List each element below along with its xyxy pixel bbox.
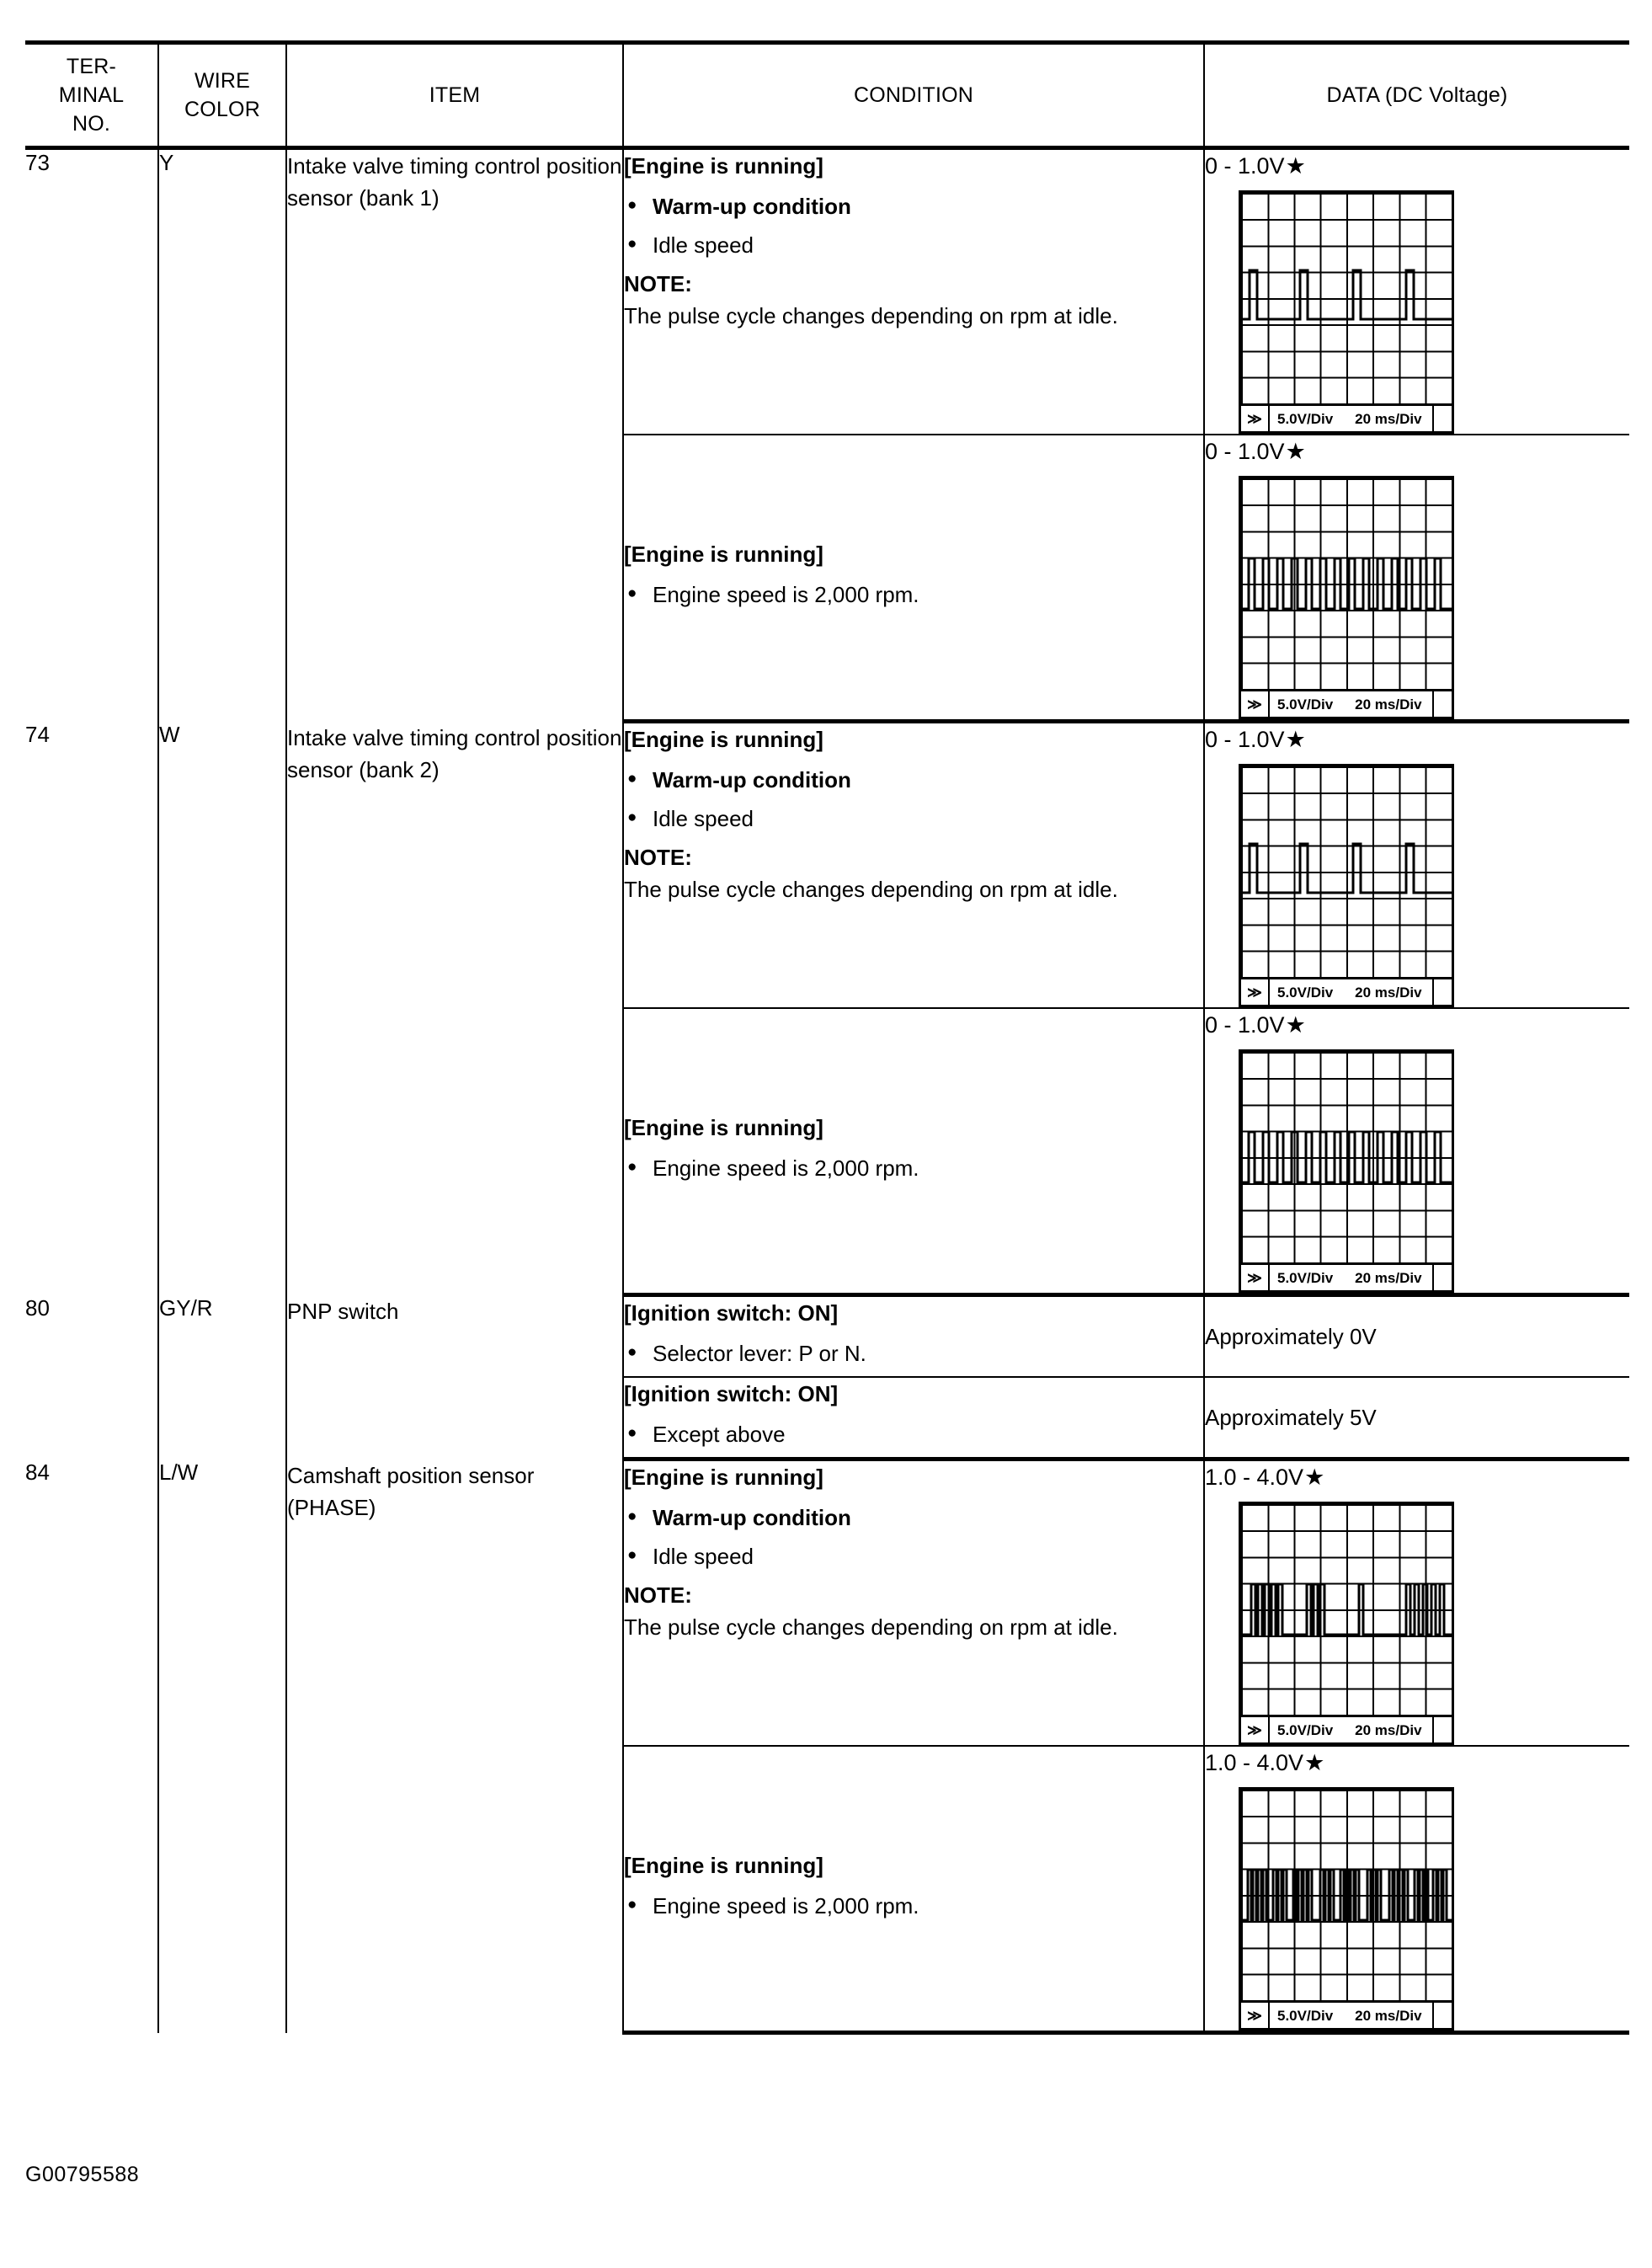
scope-volts-per-div: 5.0V/Div <box>1277 2007 1334 2024</box>
waveform-idle-sparse <box>1241 193 1452 403</box>
condition-cell <box>623 1460 1204 1747</box>
condition-heading: [Ignition switch: ON] <box>624 1381 839 1406</box>
data-cell <box>1204 1008 1629 1295</box>
scope-frame <box>1239 1502 1454 1745</box>
scope-time-per-div: 20 ms/Div <box>1355 1721 1422 1738</box>
star-icon: ★ <box>1285 727 1306 752</box>
scope-footer <box>1241 2000 1452 2028</box>
data-cell <box>1204 148 1629 435</box>
terminal-no-value: 84 <box>25 1459 50 1485</box>
scope-frame <box>1239 1049 1454 1293</box>
condition-cell <box>623 435 1204 722</box>
document-id-code: G00795588 <box>25 2163 140 2186</box>
voltage-range-text: 0 - 1.0V <box>1205 439 1285 464</box>
voltage-range <box>1205 1461 1629 1493</box>
ecm-terminal-data-table <box>25 40 1629 2035</box>
condition-heading: [Engine is running] <box>624 727 823 752</box>
table-header-row <box>25 43 1629 148</box>
condition-bullet: ● Warm-up condition <box>624 1502 1203 1534</box>
item-value: Camshaft position sensor (PHASE) <box>286 1460 623 2033</box>
condition-cell <box>623 722 1204 1009</box>
scope-marker-icon: ≫ <box>1241 979 1270 1005</box>
voltage-range <box>1205 1009 1629 1041</box>
scope-marker-icon: ≫ <box>1241 2003 1270 2028</box>
star-icon: ★ <box>1285 1012 1306 1038</box>
condition-bullet: ● Except above <box>624 1418 1203 1450</box>
header-terminal-no-line3: NO. <box>72 112 111 136</box>
star-icon: ★ <box>1304 1750 1325 1775</box>
scope-footer-tail <box>1432 1265 1452 1290</box>
data-cell <box>1204 1377 1629 1460</box>
voltage-range <box>1205 723 1629 755</box>
scope-time-per-div: 20 ms/Div <box>1355 1269 1422 1286</box>
oscilloscope-graphic <box>1239 1049 1629 1293</box>
scope-frame <box>1239 764 1454 1007</box>
condition-note-label: NOTE: <box>624 845 692 870</box>
data-cell <box>1204 1746 1629 2033</box>
scope-volts-per-div: 5.0V/Div <box>1277 984 1334 1001</box>
waveform-phase-rpm2000-burst <box>1241 1790 1452 2000</box>
voltage-range <box>1205 435 1629 467</box>
star-icon: ★ <box>1285 439 1306 464</box>
scope-time-per-div: 20 ms/Div <box>1355 2007 1422 2024</box>
waveform-phase-idle-burst <box>1241 1504 1452 1715</box>
condition-cell <box>623 1008 1204 1295</box>
header-wire-color <box>158 43 286 148</box>
header-data: DATA (DC Voltage) <box>1204 43 1629 148</box>
star-icon: ★ <box>1304 1465 1325 1490</box>
condition-note-text: The pulse cycle changes depending on rpm at idle. <box>624 877 1118 902</box>
scope-volts-per-div: 5.0V/Div <box>1277 1721 1334 1738</box>
waveform-idle-sparse <box>1241 766 1452 977</box>
oscilloscope-graphic <box>1239 476 1629 719</box>
scope-footer <box>1241 403 1452 431</box>
scope-screen <box>1241 1790 1452 2000</box>
condition-bullet: ● Idle speed <box>624 229 1203 261</box>
condition-cell <box>623 1746 1204 2033</box>
scope-marker-icon: ≫ <box>1241 691 1270 717</box>
scope-time-per-div: 20 ms/Div <box>1355 696 1422 712</box>
wire-color-value: W <box>158 722 286 1295</box>
condition-cell <box>623 1295 1204 1378</box>
condition-bullet: ● Idle speed <box>624 1540 1203 1572</box>
condition-bullet: ● Engine speed is 2,000 rpm. <box>624 579 1203 611</box>
data-value-text: Approximately 5V <box>1205 1405 1377 1430</box>
waveform-rpm2000-dense <box>1241 1052 1452 1262</box>
scope-footer <box>1241 689 1452 717</box>
condition-heading: [Engine is running] <box>624 541 823 567</box>
data-value-text: Approximately 0V <box>1205 1324 1377 1349</box>
waveform-rpm2000-dense <box>1241 478 1452 689</box>
scope-volts-per-div: 5.0V/Div <box>1277 696 1334 712</box>
terminal-no-value: 73 <box>25 150 50 175</box>
header-item: ITEM <box>286 43 623 148</box>
scope-time-per-div: 20 ms/Div <box>1355 984 1422 1001</box>
condition-bullet: ● Warm-up condition <box>624 764 1203 796</box>
condition-bullet: ● Warm-up condition <box>624 190 1203 222</box>
scope-frame <box>1239 476 1454 719</box>
data-cell <box>1204 435 1629 722</box>
scope-marker-icon: ≫ <box>1241 1717 1270 1742</box>
condition-bullet: ● Selector lever: P or N. <box>624 1337 1203 1369</box>
condition-heading: [Engine is running] <box>624 153 823 179</box>
condition-note-label: NOTE: <box>624 271 692 296</box>
voltage-range-text: 1.0 - 4.0V <box>1205 1465 1304 1490</box>
scope-screen <box>1241 766 1452 977</box>
condition-bullet: ● Engine speed is 2,000 rpm. <box>624 1152 1203 1184</box>
header-terminal-no-line2: MINAL <box>58 83 125 107</box>
header-terminal-no-line1: TER- <box>66 55 117 78</box>
condition-heading: [Ignition switch: ON] <box>624 1300 839 1326</box>
voltage-range-text: 0 - 1.0V <box>1205 1012 1285 1038</box>
scope-marker-icon: ≫ <box>1241 1265 1270 1290</box>
condition-bullet: ● Idle speed <box>624 803 1203 835</box>
voltage-range-text: 0 - 1.0V <box>1205 153 1285 179</box>
table-row <box>25 148 1629 435</box>
voltage-range-text: 0 - 1.0V <box>1205 727 1285 752</box>
scope-footer-tail <box>1432 691 1452 717</box>
header-terminal-no <box>25 43 158 148</box>
table-row <box>25 1460 1629 1747</box>
scope-footer-tail <box>1432 406 1452 431</box>
terminal-no-value: 80 <box>25 1294 50 1321</box>
scope-screen <box>1241 478 1452 689</box>
wire-color-value: L/W <box>158 1460 286 2033</box>
data-cell <box>1204 1295 1629 1378</box>
condition-cell <box>623 1377 1204 1460</box>
condition-bullet: ● Engine speed is 2,000 rpm. <box>624 1890 1203 1922</box>
table-row <box>25 1295 1629 1378</box>
oscilloscope-graphic <box>1239 764 1629 1007</box>
scope-screen <box>1241 193 1452 403</box>
condition-note-label: NOTE: <box>624 1582 692 1608</box>
scope-marker-icon: ≫ <box>1241 406 1270 431</box>
terminal-no-value: 74 <box>25 721 50 747</box>
wire-color-value: GY/R <box>158 1295 286 1460</box>
scope-footer <box>1241 1262 1452 1290</box>
scope-footer-tail <box>1432 2003 1452 2028</box>
oscilloscope-graphic <box>1239 1787 1629 2031</box>
header-condition: CONDITION <box>623 43 1204 148</box>
header-wire-color-line1: WIRE <box>194 69 251 93</box>
data-cell <box>1204 722 1629 1009</box>
scope-frame <box>1239 190 1454 434</box>
item-value: Intake valve timing control position sensor (bank 1) <box>286 148 623 722</box>
condition-cell <box>623 148 1204 435</box>
scope-footer <box>1241 977 1452 1005</box>
voltage-range <box>1205 150 1629 182</box>
scope-frame <box>1239 1787 1454 2031</box>
scope-screen <box>1241 1504 1452 1715</box>
data-cell <box>1204 1460 1629 1747</box>
item-value: Intake valve timing control position sensor (bank 2) <box>286 722 623 1295</box>
condition-note-text: The pulse cycle changes depending on rpm at idle. <box>624 1614 1118 1640</box>
oscilloscope-graphic <box>1239 190 1629 434</box>
scope-volts-per-div: 5.0V/Div <box>1277 410 1334 427</box>
scope-footer-tail <box>1432 1717 1452 1742</box>
table-row <box>25 722 1629 1009</box>
scope-footer <box>1241 1715 1452 1742</box>
scope-footer-tail <box>1432 979 1452 1005</box>
scope-volts-per-div: 5.0V/Div <box>1277 1269 1334 1286</box>
item-value: PNP switch <box>286 1295 623 1460</box>
voltage-range-text: 1.0 - 4.0V <box>1205 1750 1304 1775</box>
condition-note-text: The pulse cycle changes depending on rpm at idle. <box>624 303 1118 328</box>
wire-color-value: Y <box>158 148 286 722</box>
star-icon: ★ <box>1285 153 1306 179</box>
condition-heading: [Engine is running] <box>624 1852 823 1878</box>
oscilloscope-graphic <box>1239 1502 1629 1745</box>
scope-time-per-div: 20 ms/Div <box>1355 410 1422 427</box>
voltage-range <box>1205 1747 1629 1779</box>
condition-heading: [Engine is running] <box>624 1114 823 1140</box>
header-wire-color-line2: COLOR <box>184 98 260 121</box>
scope-screen <box>1241 1052 1452 1262</box>
condition-heading: [Engine is running] <box>624 1465 823 1490</box>
